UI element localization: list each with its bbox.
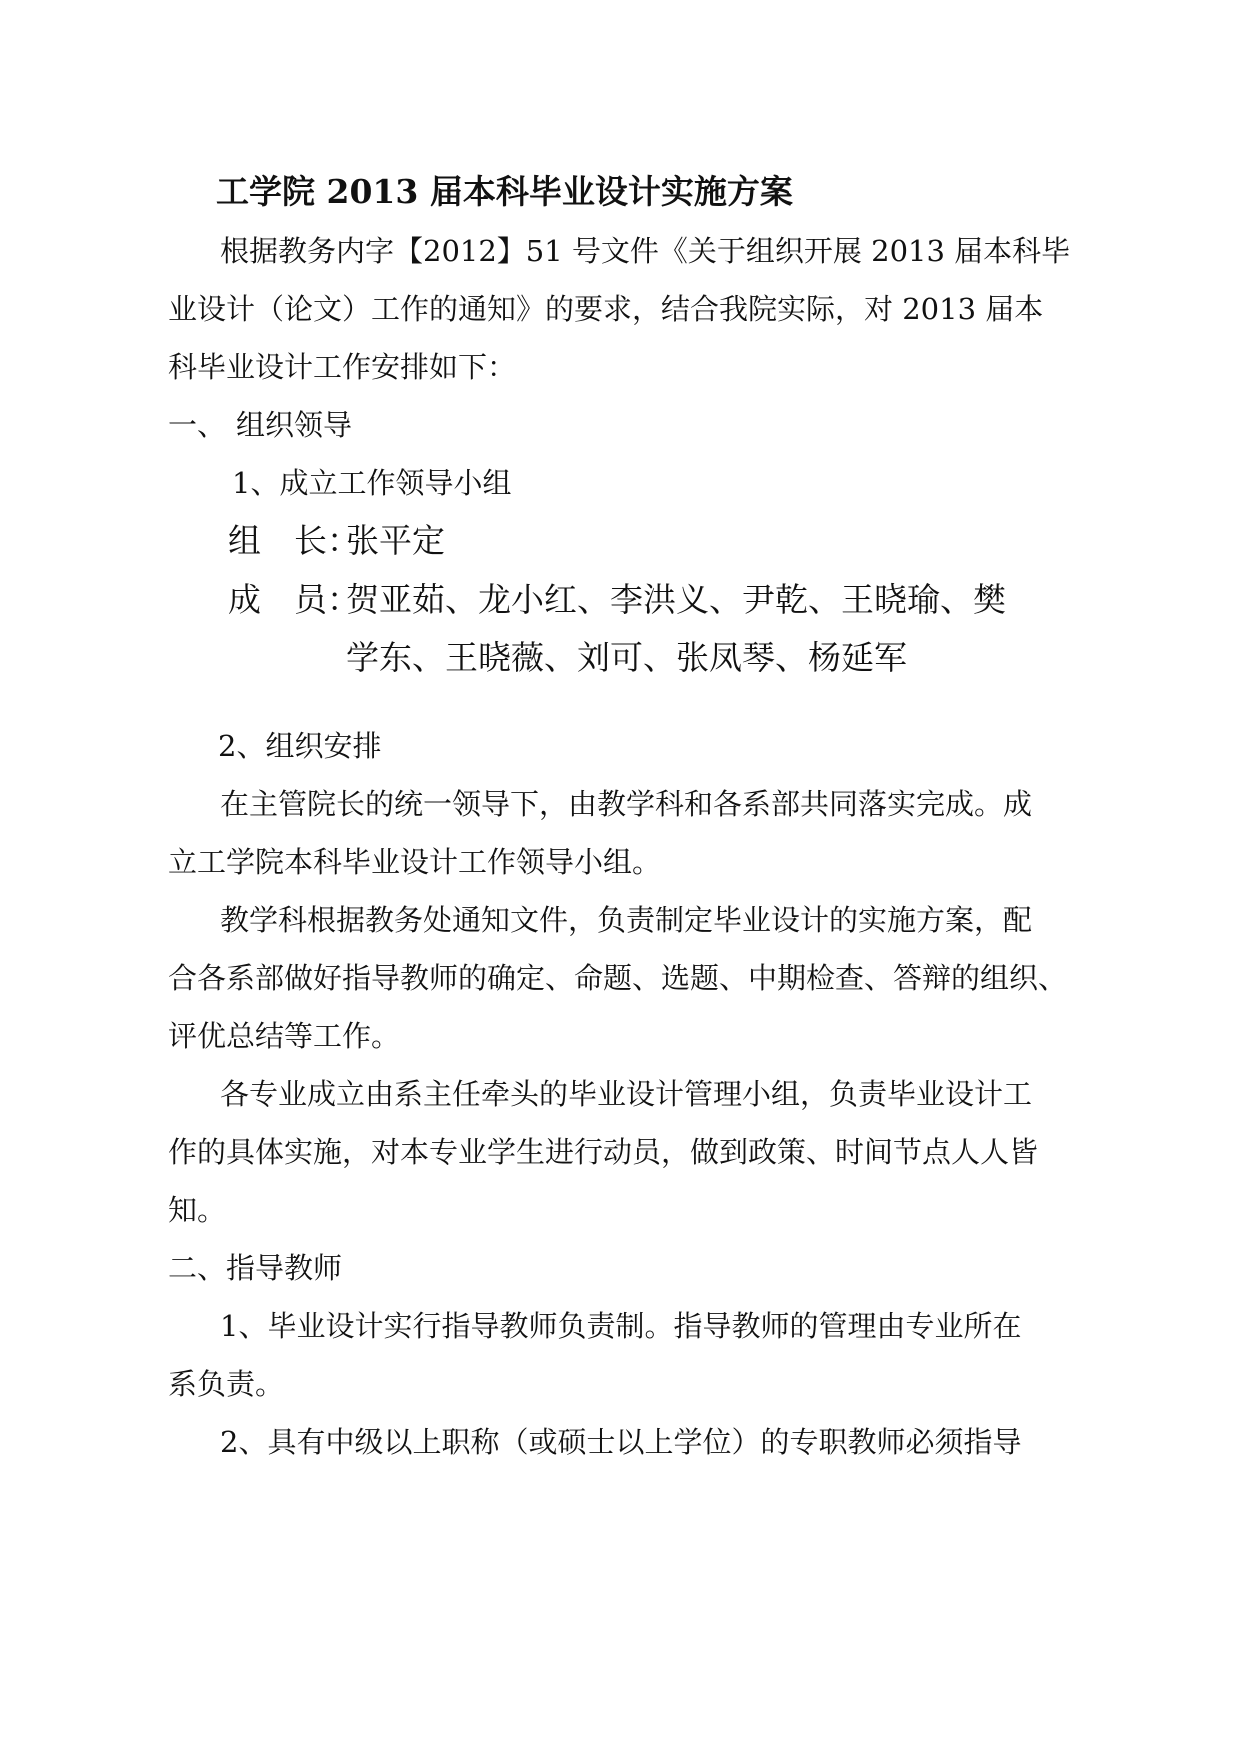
leader-value: 张平定 xyxy=(346,521,445,560)
section-heading: 二、指导教师 xyxy=(168,1251,343,1285)
subsection-heading: 1、成立工作领导小组 xyxy=(232,466,512,500)
paragraph-line: 作的具体实施，对本专业学生进行动员，做到政策、时间节点人人皆 xyxy=(168,1135,1039,1169)
section-heading-number: 一、 xyxy=(168,408,227,442)
leader-label: 组 长： xyxy=(228,521,360,560)
paragraph-line: 评优总结等工作。 xyxy=(168,1019,401,1053)
subsection-heading: 2、组织安排 xyxy=(218,729,382,763)
intro-line: 科毕业设计工作安排如下： xyxy=(168,350,517,384)
paragraph-line: 立工学院本科毕业设计工作领导小组。 xyxy=(168,845,662,879)
members-value: 贺亚茹、龙小红、李洪义、尹乾、王晓瑜、樊 xyxy=(346,580,1006,619)
paragraph-line: 在主管院长的统一领导下，由教学科和各系部共同落实完成。成 xyxy=(220,787,1033,821)
members-value-continued: 学东、王晓薇、刘可、张凤琴、杨延军 xyxy=(346,638,907,677)
paragraph-line: 教学科根据教务处通知文件，负责制定毕业设计的实施方案，配 xyxy=(220,903,1033,937)
paragraph-line: 各专业成立由系主任牵头的毕业设计管理小组，负责毕业设计工 xyxy=(220,1077,1033,1111)
document-title: 工学院 2013 届本科毕业设计实施方案 xyxy=(216,172,793,211)
members-label: 成 员： xyxy=(228,580,360,619)
paragraph-line: 1、毕业设计实行指导教师负责制。指导教师的管理由专业所在 xyxy=(220,1309,1022,1343)
intro-line: 业设计（论文）工作的通知》的要求，结合我院实际，对 2013 届本 xyxy=(168,292,1044,326)
paragraph-line: 2、具有中级以上职称（或硕士以上学位）的专职教师必须指导 xyxy=(220,1425,1022,1459)
section-heading-text: 组织领导 xyxy=(236,408,353,442)
paragraph-line: 系负责。 xyxy=(168,1367,285,1401)
intro-line: 根据教务内字【2012】51 号文件《关于组织开展 2013 届本科毕 xyxy=(220,234,1071,268)
members-row xyxy=(228,580,1006,620)
paragraph-line: 合各系部做好指导教师的确定、命题、选题、中期检查、答辩的组织、 xyxy=(168,961,1068,995)
paragraph-line: 知。 xyxy=(168,1193,227,1227)
leader-row xyxy=(228,521,445,561)
